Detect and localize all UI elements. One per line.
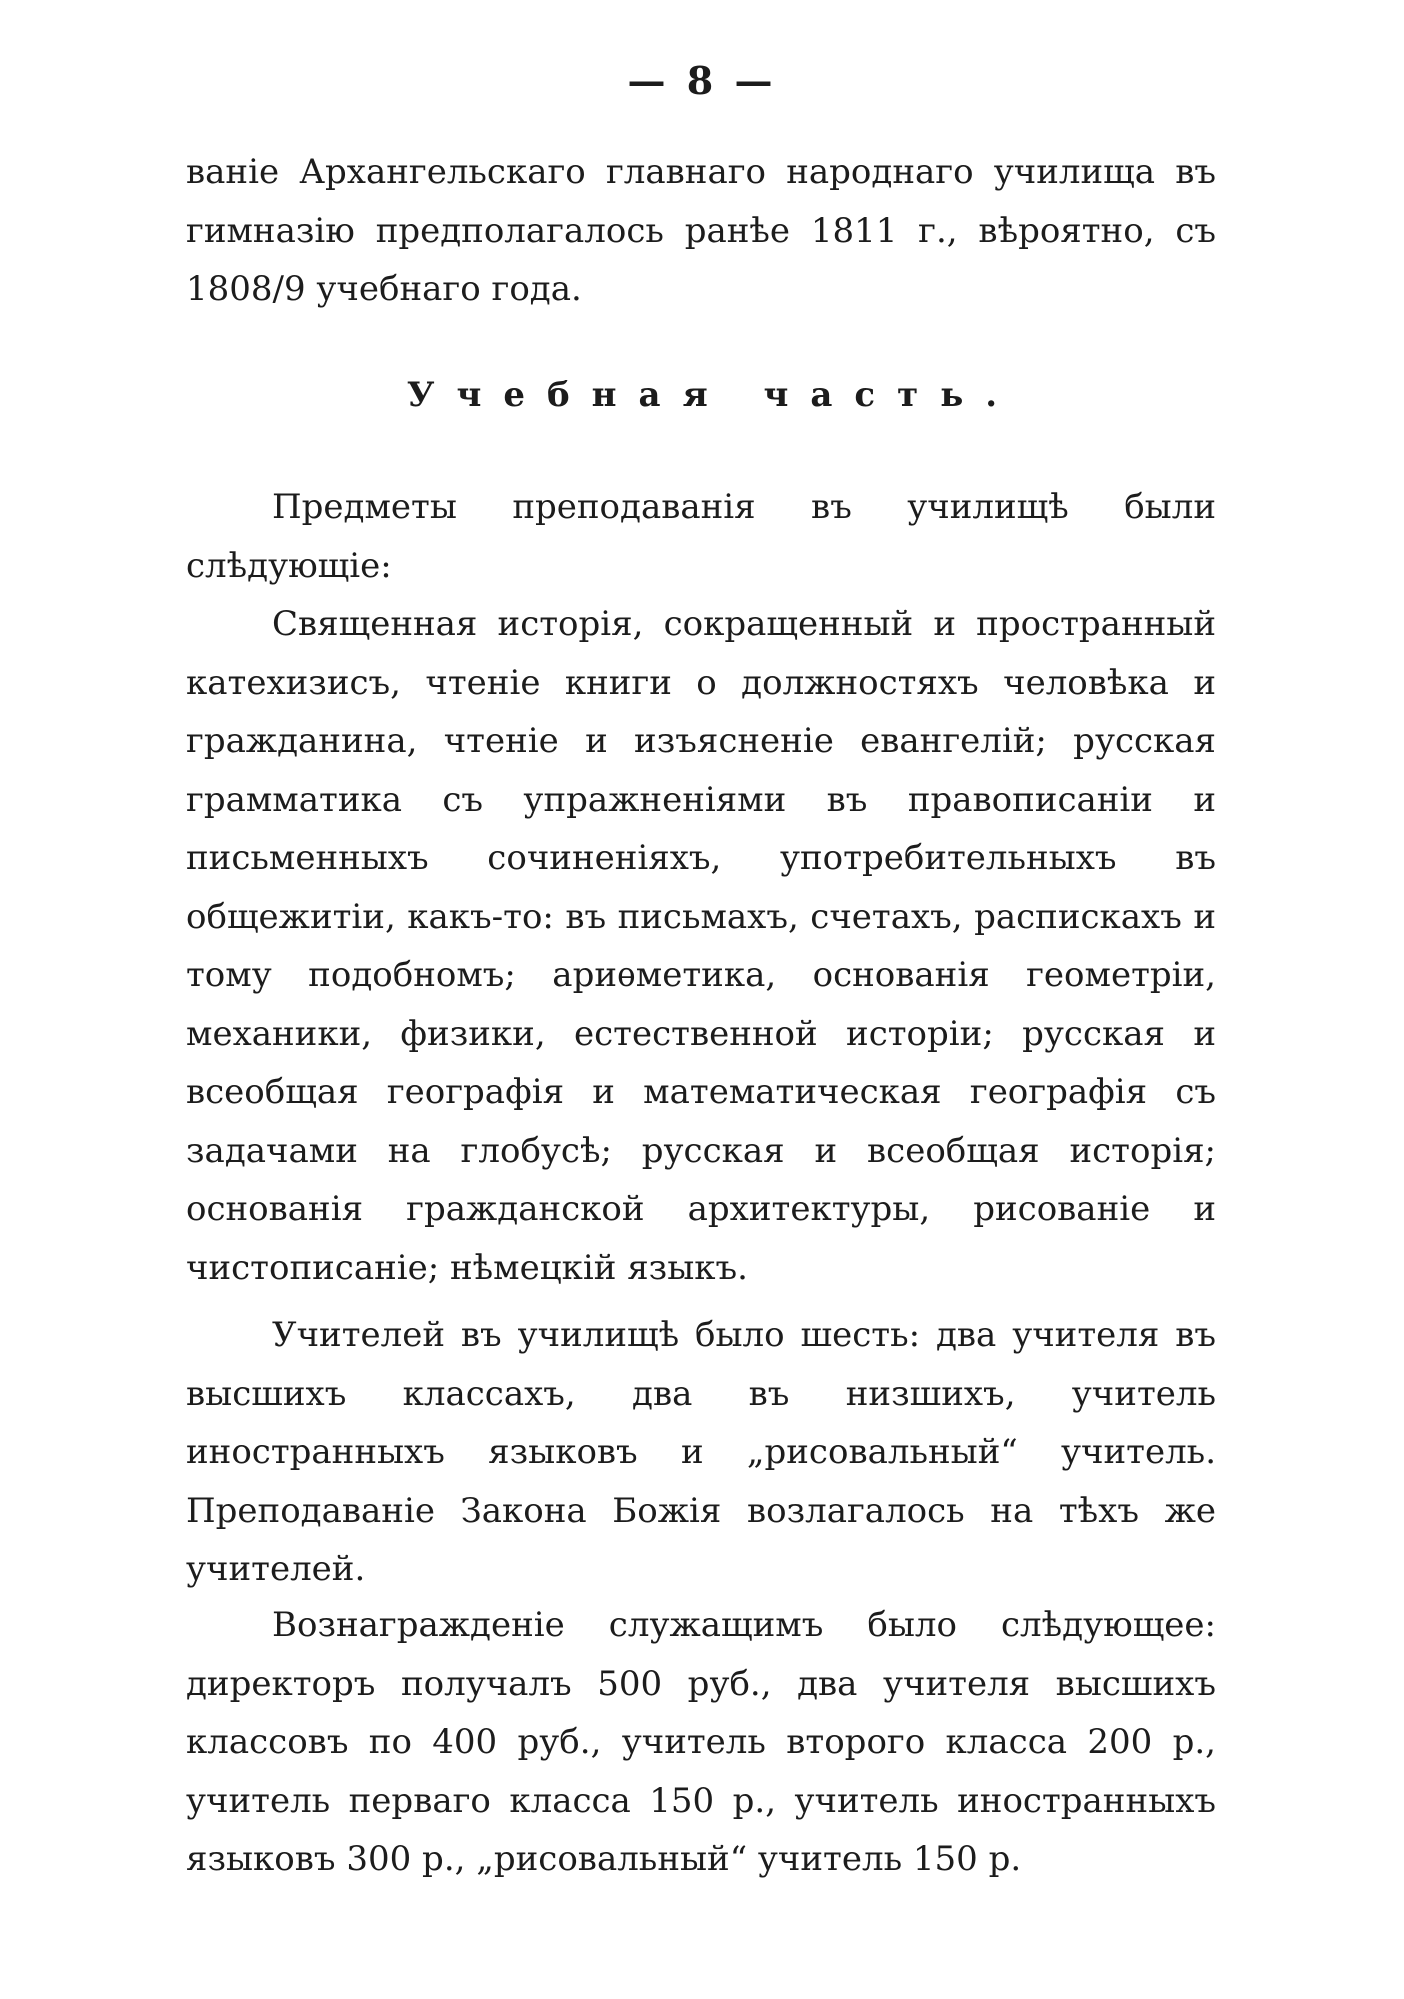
subjects-list-paragraph: Священная исторія, сокращенный и пространный катехизисъ, чтеніе книги о должностяхъ человѣка и гражданина, чтеніе и изъясненіе евангелій; русская грамматика съ упражненіями въ правописаніи и письменныхъ сочиненіяхъ, употребительныхъ въ общежитіи, какъ-то: въ письмахъ, счетахъ, распискахъ и тому подобномъ; ариѳметика, основанія геометріи, механики, физики, естественной исторіи; русская и всеобщая географія и математическая географія съ задачами на глобусѣ; русская и всеобщая исторія; основанія гражданской архитектуры, рисованіе и чистописаніе; нѣмецкій языкъ.: [186, 604, 1216, 1288]
subjects-block: [186, 478, 1216, 1297]
intro-paragraph-block: [186, 143, 1216, 319]
salary-paragraph: Вознагражденіе служащимъ было слѣдующее: директоръ получалъ 500 руб., два учителя высшихъ классовъ по 400 руб., учитель второго класса 200 р., учитель перваго класса 150 р., учитель иностранныхъ языковъ 300 р., „рисовальный“ учитель 150 р.: [186, 1605, 1216, 1879]
teachers-paragraph: Учителей въ училищѣ было шесть: два учителя въ высшихъ классахъ, два въ низшихъ, учитель иностранныхъ языковъ и „рисовальный“ учитель. Преподаваніе Закона Божія возлагалось на тѣхъ же учителей.: [186, 1315, 1216, 1589]
intro-paragraph: ваніе Архангельскаго главнаго народнаго училища въ гимназію предполагалось ранѣе 1811 г., вѣроятно, съ 1808/9 учебнаго года.: [186, 152, 1216, 309]
page-number: — 8 —: [627, 58, 777, 103]
teachers-block: [186, 1306, 1216, 1599]
section-heading: Учебная часть.: [406, 375, 1020, 415]
salary-block: [186, 1596, 1216, 1889]
subjects-intro-paragraph: Предметы преподаванія въ училищѣ были слѣдующіе:: [186, 487, 1216, 586]
